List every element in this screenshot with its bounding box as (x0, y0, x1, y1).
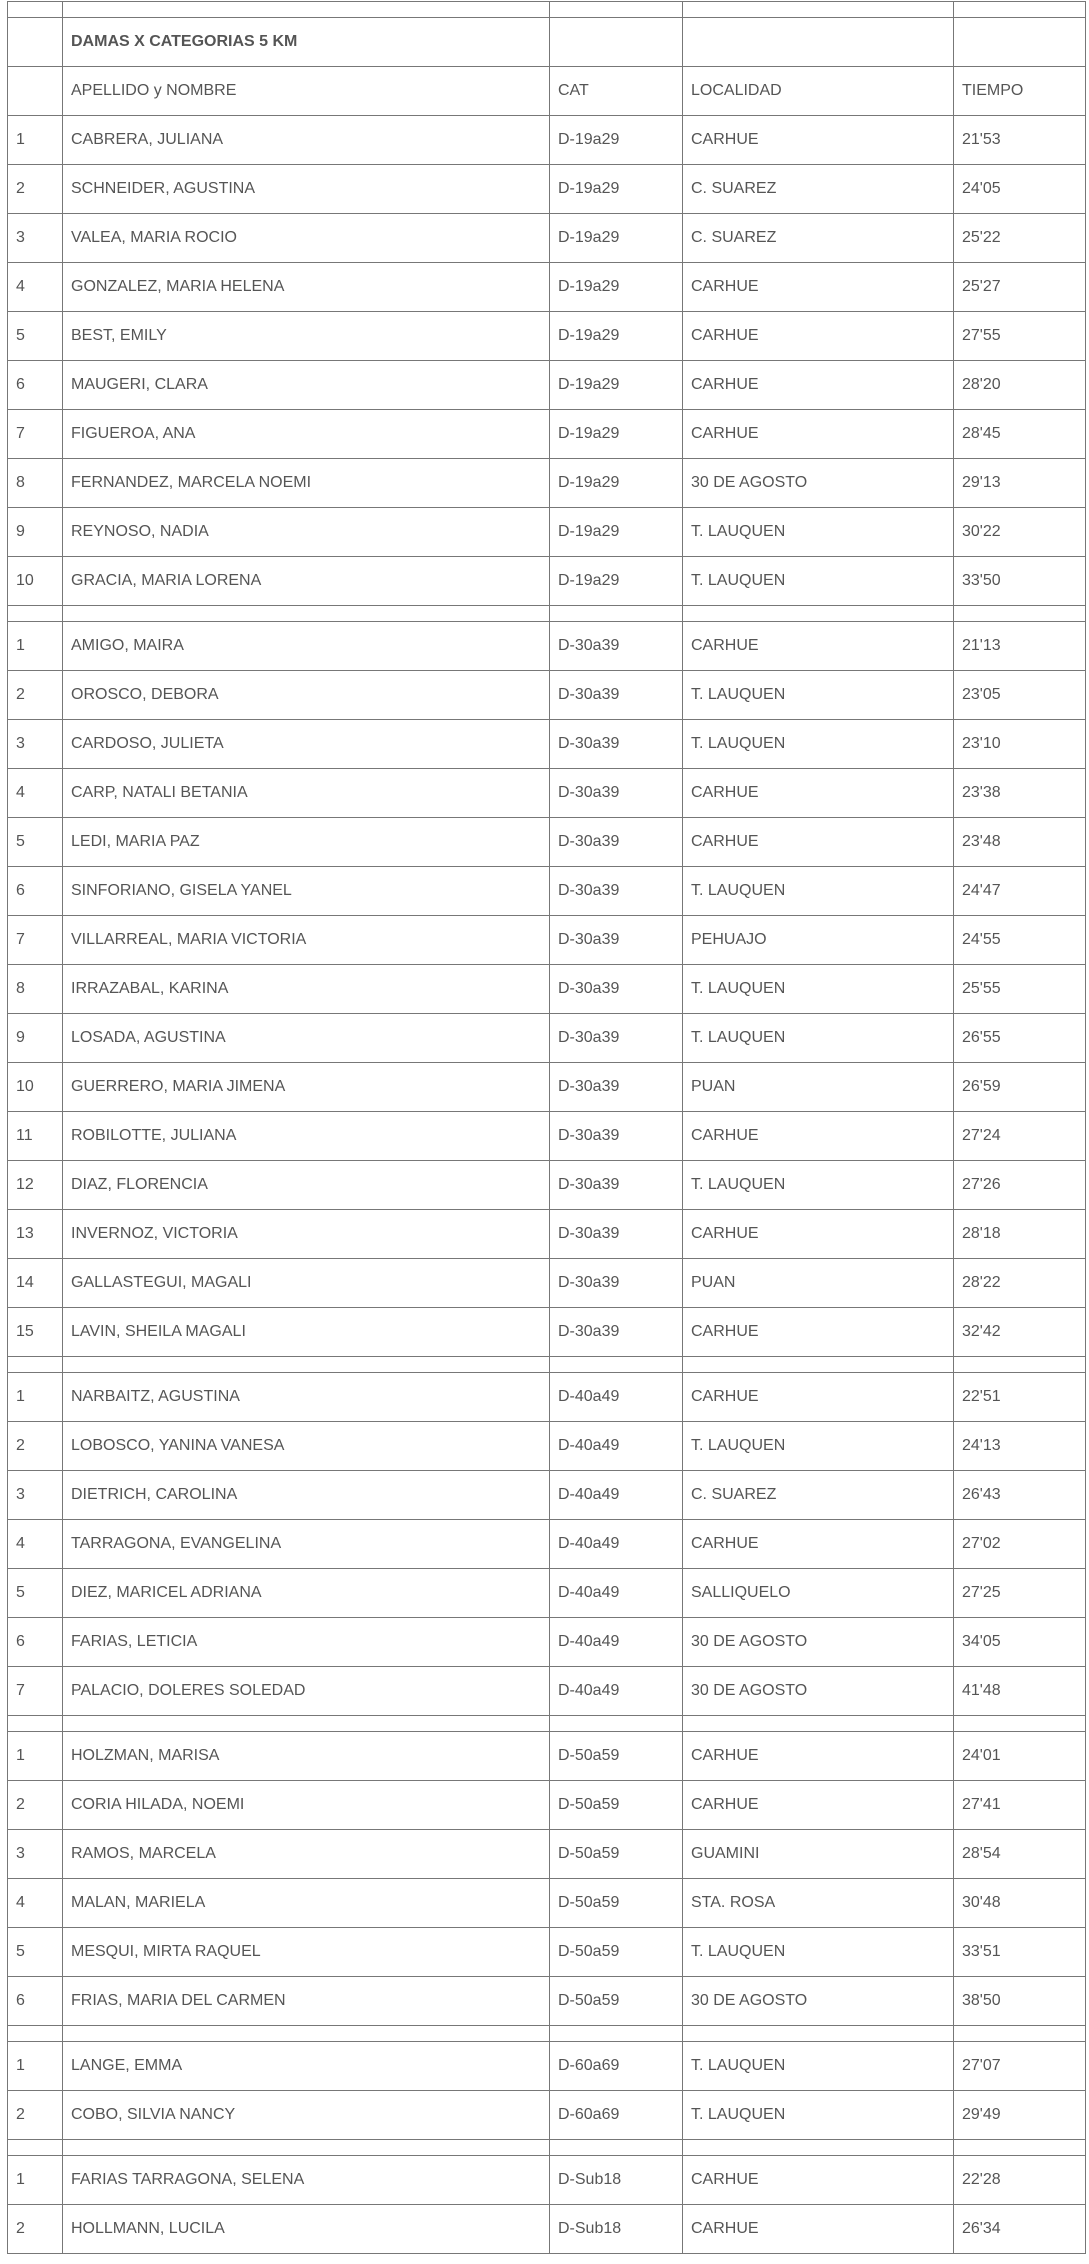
cell-locality: T. LAUQUEN (683, 557, 954, 606)
cell-name: IRRAZABAL, KARINA (63, 965, 550, 1014)
cell-locality: CARHUE (683, 410, 954, 459)
cell-locality: CARHUE (683, 1781, 954, 1830)
table-row (8, 1928, 1086, 1977)
table-row (8, 2156, 1086, 2205)
cell-locality: CARHUE (683, 1112, 954, 1161)
cell-time: 28'20 (954, 361, 1086, 410)
cell-category: D-50a59 (550, 1928, 683, 1977)
cell-position: 6 (8, 1618, 63, 1667)
table-row (8, 1667, 1086, 1716)
cell-time: 38'50 (954, 1977, 1086, 2026)
group-spacer-row (8, 606, 1086, 622)
cell-time: 24'13 (954, 1422, 1086, 1471)
cell-time: 30'48 (954, 1879, 1086, 1928)
cell-locality: T. LAUQUEN (683, 1928, 954, 1977)
cell-time: 22'51 (954, 1373, 1086, 1422)
cell-position: 13 (8, 1210, 63, 1259)
cell-time: 26'55 (954, 1014, 1086, 1063)
cell-category: D-19a29 (550, 508, 683, 557)
cell-locality: PUAN (683, 1259, 954, 1308)
cell-category: D-19a29 (550, 263, 683, 312)
cell-time: 33'50 (954, 557, 1086, 606)
cell-name: TARRAGONA, EVANGELINA (63, 1520, 550, 1569)
cell-locality: CARHUE (683, 2156, 954, 2205)
cell-category: D-30a39 (550, 671, 683, 720)
cell-category: D-30a39 (550, 1014, 683, 1063)
top-spacer-row (8, 2, 1086, 18)
cell-time: 24'01 (954, 1732, 1086, 1781)
table-row (8, 916, 1086, 965)
cell-position: 5 (8, 312, 63, 361)
cell-name: CABRERA, JULIANA (63, 116, 550, 165)
table-row (8, 2091, 1086, 2140)
cell-name: INVERNOZ, VICTORIA (63, 1210, 550, 1259)
cell-time: 22'28 (954, 2156, 1086, 2205)
cell-locality: T. LAUQUEN (683, 720, 954, 769)
cell-name: SCHNEIDER, AGUSTINA (63, 165, 550, 214)
table-row (8, 1308, 1086, 1357)
cell-time: 21'13 (954, 622, 1086, 671)
cell-name: COBO, SILVIA NANCY (63, 2091, 550, 2140)
cell-position: 2 (8, 1422, 63, 1471)
cell-category: D-30a39 (550, 867, 683, 916)
cell-position: 10 (8, 557, 63, 606)
cell-locality: CARHUE (683, 1308, 954, 1357)
cell-position: 3 (8, 720, 63, 769)
cell-name: DIAZ, FLORENCIA (63, 1161, 550, 1210)
cell-time: 26'34 (954, 2205, 1086, 2254)
cell-position: 7 (8, 916, 63, 965)
cell-category: D-19a29 (550, 459, 683, 508)
cell-locality: C. SUAREZ (683, 1471, 954, 1520)
cell-category: D-19a29 (550, 361, 683, 410)
table-row (8, 361, 1086, 410)
cell-position: 2 (8, 165, 63, 214)
cell-position: 4 (8, 263, 63, 312)
cell-position: 7 (8, 410, 63, 459)
cell-position: 6 (8, 867, 63, 916)
table-row (8, 1259, 1086, 1308)
cell-time: 29'13 (954, 459, 1086, 508)
cell-position: 4 (8, 1520, 63, 1569)
cell-name: AMIGO, MAIRA (63, 622, 550, 671)
table-row (8, 214, 1086, 263)
cell-time: 32'42 (954, 1308, 1086, 1357)
table-row (8, 867, 1086, 916)
cell-name: VILLARREAL, MARIA VICTORIA (63, 916, 550, 965)
cell-name: PALACIO, DOLERES SOLEDAD (63, 1667, 550, 1716)
cell-locality: CARHUE (683, 818, 954, 867)
cell-name: LEDI, MARIA PAZ (63, 818, 550, 867)
table-row (8, 1977, 1086, 2026)
cell-locality: T. LAUQUEN (683, 965, 954, 1014)
cell-name: MAUGERI, CLARA (63, 361, 550, 410)
cell-locality: CARHUE (683, 1520, 954, 1569)
table-row (8, 1112, 1086, 1161)
cell-category: D-19a29 (550, 116, 683, 165)
cell-time: 25'22 (954, 214, 1086, 263)
cell-name: OROSCO, DEBORA (63, 671, 550, 720)
cell-locality: CARHUE (683, 361, 954, 410)
cell-category: D-40a49 (550, 1471, 683, 1520)
table-row (8, 1781, 1086, 1830)
cell-category: D-40a49 (550, 1520, 683, 1569)
cell-category: D-60a69 (550, 2042, 683, 2091)
table-row (8, 622, 1086, 671)
table-row (8, 1161, 1086, 1210)
cell-locality: GUAMINI (683, 1830, 954, 1879)
cell-name: CORIA HILADA, NOEMI (63, 1781, 550, 1830)
cell-category: D-19a29 (550, 557, 683, 606)
cell-time: 23'05 (954, 671, 1086, 720)
cell-name: VALEA, MARIA ROCIO (63, 214, 550, 263)
cell-time: 26'43 (954, 1471, 1086, 1520)
cell-category: D-50a59 (550, 1781, 683, 1830)
cell-name: HOLZMAN, MARISA (63, 1732, 550, 1781)
cell-time: 41'48 (954, 1667, 1086, 1716)
cell-name: GALLASTEGUI, MAGALI (63, 1259, 550, 1308)
cell-category: D-40a49 (550, 1569, 683, 1618)
cell-category: D-30a39 (550, 769, 683, 818)
cell-name: FIGUEROA, ANA (63, 410, 550, 459)
cell-name: RAMOS, MARCELA (63, 1830, 550, 1879)
cell-locality: 30 DE AGOSTO (683, 1977, 954, 2026)
table-row (8, 1879, 1086, 1928)
cell-category: D-50a59 (550, 1879, 683, 1928)
cell-name: SINFORIANO, GISELA YANEL (63, 867, 550, 916)
cell-locality: CARHUE (683, 1373, 954, 1422)
cell-time: 27'07 (954, 2042, 1086, 2091)
cell-locality: T. LAUQUEN (683, 671, 954, 720)
cell-category: D-30a39 (550, 1112, 683, 1161)
cell-time: 27'24 (954, 1112, 1086, 1161)
cell-name: DIETRICH, CAROLINA (63, 1471, 550, 1520)
cell-name: GUERRERO, MARIA JIMENA (63, 1063, 550, 1112)
cell-time: 33'51 (954, 1928, 1086, 1977)
header-category: CAT (550, 67, 683, 116)
cell-time: 30'22 (954, 508, 1086, 557)
cell-locality: T. LAUQUEN (683, 1422, 954, 1471)
cell-name: GONZALEZ, MARIA HELENA (63, 263, 550, 312)
cell-position: 6 (8, 1977, 63, 2026)
cell-category: D-30a39 (550, 1259, 683, 1308)
header-time: TIEMPO (954, 67, 1086, 116)
cell-name: FARIAS TARRAGONA, SELENA (63, 2156, 550, 2205)
table-row (8, 1618, 1086, 1667)
title-row (8, 18, 1086, 67)
cell-position: 1 (8, 2156, 63, 2205)
cell-time: 23'10 (954, 720, 1086, 769)
header-locality: LOCALIDAD (683, 67, 954, 116)
cell-time: 25'27 (954, 263, 1086, 312)
cell-category: D-40a49 (550, 1373, 683, 1422)
cell-name: LANGE, EMMA (63, 2042, 550, 2091)
cell-position: 8 (8, 459, 63, 508)
cell-position: 10 (8, 1063, 63, 1112)
table-row (8, 1830, 1086, 1879)
table-row (8, 769, 1086, 818)
cell-position: 5 (8, 1928, 63, 1977)
table-title: DAMAS X CATEGORIAS 5 KM (63, 18, 550, 67)
cell-category: D-60a69 (550, 2091, 683, 2140)
cell-category: D-50a59 (550, 1977, 683, 2026)
cell-category: D-30a39 (550, 1210, 683, 1259)
cell-time: 27'26 (954, 1161, 1086, 1210)
cell-category: D-30a39 (550, 965, 683, 1014)
cell-name: BEST, EMILY (63, 312, 550, 361)
cell-locality: CARHUE (683, 312, 954, 361)
cell-position: 6 (8, 361, 63, 410)
table-row (8, 508, 1086, 557)
cell-name: NARBAITZ, AGUSTINA (63, 1373, 550, 1422)
cell-locality: CARHUE (683, 263, 954, 312)
cell-category: D-30a39 (550, 1308, 683, 1357)
cell-position: 5 (8, 1569, 63, 1618)
cell-position: 2 (8, 2091, 63, 2140)
cell-category: D-19a29 (550, 165, 683, 214)
table-row (8, 1063, 1086, 1112)
cell-position: 15 (8, 1308, 63, 1357)
cell-time: 25'55 (954, 965, 1086, 1014)
cell-position: 14 (8, 1259, 63, 1308)
cell-position: 1 (8, 1373, 63, 1422)
cell-locality: PEHUAJO (683, 916, 954, 965)
table-row (8, 1014, 1086, 1063)
cell-time: 34'05 (954, 1618, 1086, 1667)
table-row (8, 965, 1086, 1014)
cell-position: 2 (8, 2205, 63, 2254)
results-table (7, 1, 1086, 2254)
cell-locality: SALLIQUELO (683, 1569, 954, 1618)
cell-category: D-30a39 (550, 720, 683, 769)
header-name: APELLIDO y NOMBRE (63, 67, 550, 116)
table-row (8, 720, 1086, 769)
cell-locality: 30 DE AGOSTO (683, 1667, 954, 1716)
cell-position: 9 (8, 1014, 63, 1063)
cell-name: GRACIA, MARIA LORENA (63, 557, 550, 606)
cell-name: FARIAS, LETICIA (63, 1618, 550, 1667)
cell-locality: CARHUE (683, 1732, 954, 1781)
cell-time: 23'48 (954, 818, 1086, 867)
cell-category: D-40a49 (550, 1422, 683, 1471)
cell-category: D-19a29 (550, 312, 683, 361)
table-row (8, 410, 1086, 459)
cell-locality: CARHUE (683, 1210, 954, 1259)
cell-time: 26'59 (954, 1063, 1086, 1112)
cell-name: ROBILOTTE, JULIANA (63, 1112, 550, 1161)
cell-position: 7 (8, 1667, 63, 1716)
table-row (8, 1373, 1086, 1422)
table-row (8, 671, 1086, 720)
table-row (8, 1520, 1086, 1569)
cell-category: D-Sub18 (550, 2156, 683, 2205)
cell-time: 27'25 (954, 1569, 1086, 1618)
cell-category: D-30a39 (550, 916, 683, 965)
table-row (8, 1422, 1086, 1471)
cell-time: 27'02 (954, 1520, 1086, 1569)
cell-time: 24'05 (954, 165, 1086, 214)
cell-position: 1 (8, 1732, 63, 1781)
cell-time: 24'55 (954, 916, 1086, 965)
cell-name: DIEZ, MARICEL ADRIANA (63, 1569, 550, 1618)
cell-category: D-19a29 (550, 214, 683, 263)
cell-position: 1 (8, 622, 63, 671)
cell-position: 1 (8, 116, 63, 165)
cell-category: D-50a59 (550, 1732, 683, 1781)
cell-time: 28'54 (954, 1830, 1086, 1879)
cell-position: 9 (8, 508, 63, 557)
cell-position: 1 (8, 2042, 63, 2091)
cell-category: D-30a39 (550, 1161, 683, 1210)
table-row (8, 312, 1086, 361)
cell-time: 23'38 (954, 769, 1086, 818)
cell-category: D-30a39 (550, 818, 683, 867)
table-row (8, 459, 1086, 508)
results-body (8, 2, 1086, 2254)
cell-position: 4 (8, 769, 63, 818)
cell-time: 21'53 (954, 116, 1086, 165)
cell-name: MESQUI, MIRTA RAQUEL (63, 1928, 550, 1977)
cell-position: 12 (8, 1161, 63, 1210)
cell-name: FRIAS, MARIA DEL CARMEN (63, 1977, 550, 2026)
cell-time: 24'47 (954, 867, 1086, 916)
cell-category: D-40a49 (550, 1618, 683, 1667)
table-row (8, 263, 1086, 312)
cell-time: 28'18 (954, 1210, 1086, 1259)
cell-position: 11 (8, 1112, 63, 1161)
table-row (8, 1210, 1086, 1259)
cell-name: HOLLMANN, LUCILA (63, 2205, 550, 2254)
cell-category: D-30a39 (550, 1063, 683, 1112)
cell-locality: T. LAUQUEN (683, 1161, 954, 1210)
cell-locality: CARHUE (683, 2205, 954, 2254)
header-row (8, 67, 1086, 116)
cell-name: REYNOSO, NADIA (63, 508, 550, 557)
group-spacer-row (8, 1716, 1086, 1732)
cell-time: 27'41 (954, 1781, 1086, 1830)
cell-locality: T. LAUQUEN (683, 508, 954, 557)
table-row (8, 557, 1086, 606)
group-spacer-row (8, 1357, 1086, 1373)
cell-locality: T. LAUQUEN (683, 867, 954, 916)
cell-time: 27'55 (954, 312, 1086, 361)
table-row (8, 2042, 1086, 2091)
group-spacer-row (8, 2026, 1086, 2042)
table-row (8, 165, 1086, 214)
cell-locality: CARHUE (683, 116, 954, 165)
table-row (8, 1569, 1086, 1618)
cell-position: 2 (8, 1781, 63, 1830)
table-row (8, 1471, 1086, 1520)
cell-category: D-40a49 (550, 1667, 683, 1716)
table-row (8, 116, 1086, 165)
cell-locality: 30 DE AGOSTO (683, 1618, 954, 1667)
cell-locality: T. LAUQUEN (683, 2042, 954, 2091)
cell-name: LOSADA, AGUSTINA (63, 1014, 550, 1063)
cell-name: MALAN, MARIELA (63, 1879, 550, 1928)
cell-locality: STA. ROSA (683, 1879, 954, 1928)
cell-time: 28'22 (954, 1259, 1086, 1308)
cell-name: CARDOSO, JULIETA (63, 720, 550, 769)
cell-name: LAVIN, SHEILA MAGALI (63, 1308, 550, 1357)
table-row (8, 2205, 1086, 2254)
cell-locality: C. SUAREZ (683, 165, 954, 214)
cell-locality: PUAN (683, 1063, 954, 1112)
cell-position: 2 (8, 671, 63, 720)
cell-locality: CARHUE (683, 622, 954, 671)
cell-locality: C. SUAREZ (683, 214, 954, 263)
cell-locality: 30 DE AGOSTO (683, 459, 954, 508)
cell-position: 3 (8, 1830, 63, 1879)
cell-name: LOBOSCO, YANINA VANESA (63, 1422, 550, 1471)
cell-locality: T. LAUQUEN (683, 1014, 954, 1063)
cell-category: D-50a59 (550, 1830, 683, 1879)
cell-position: 8 (8, 965, 63, 1014)
cell-position: 4 (8, 1879, 63, 1928)
table-row (8, 1732, 1086, 1781)
cell-position: 3 (8, 214, 63, 263)
cell-name: FERNANDEZ, MARCELA NOEMI (63, 459, 550, 508)
cell-locality: CARHUE (683, 769, 954, 818)
cell-category: D-30a39 (550, 622, 683, 671)
group-spacer-row (8, 2140, 1086, 2156)
table-row (8, 818, 1086, 867)
cell-position: 5 (8, 818, 63, 867)
cell-name: CARP, NATALI BETANIA (63, 769, 550, 818)
cell-position: 3 (8, 1471, 63, 1520)
cell-time: 29'49 (954, 2091, 1086, 2140)
cell-time: 28'45 (954, 410, 1086, 459)
cell-locality: T. LAUQUEN (683, 2091, 954, 2140)
cell-category: D-Sub18 (550, 2205, 683, 2254)
cell-category: D-19a29 (550, 410, 683, 459)
